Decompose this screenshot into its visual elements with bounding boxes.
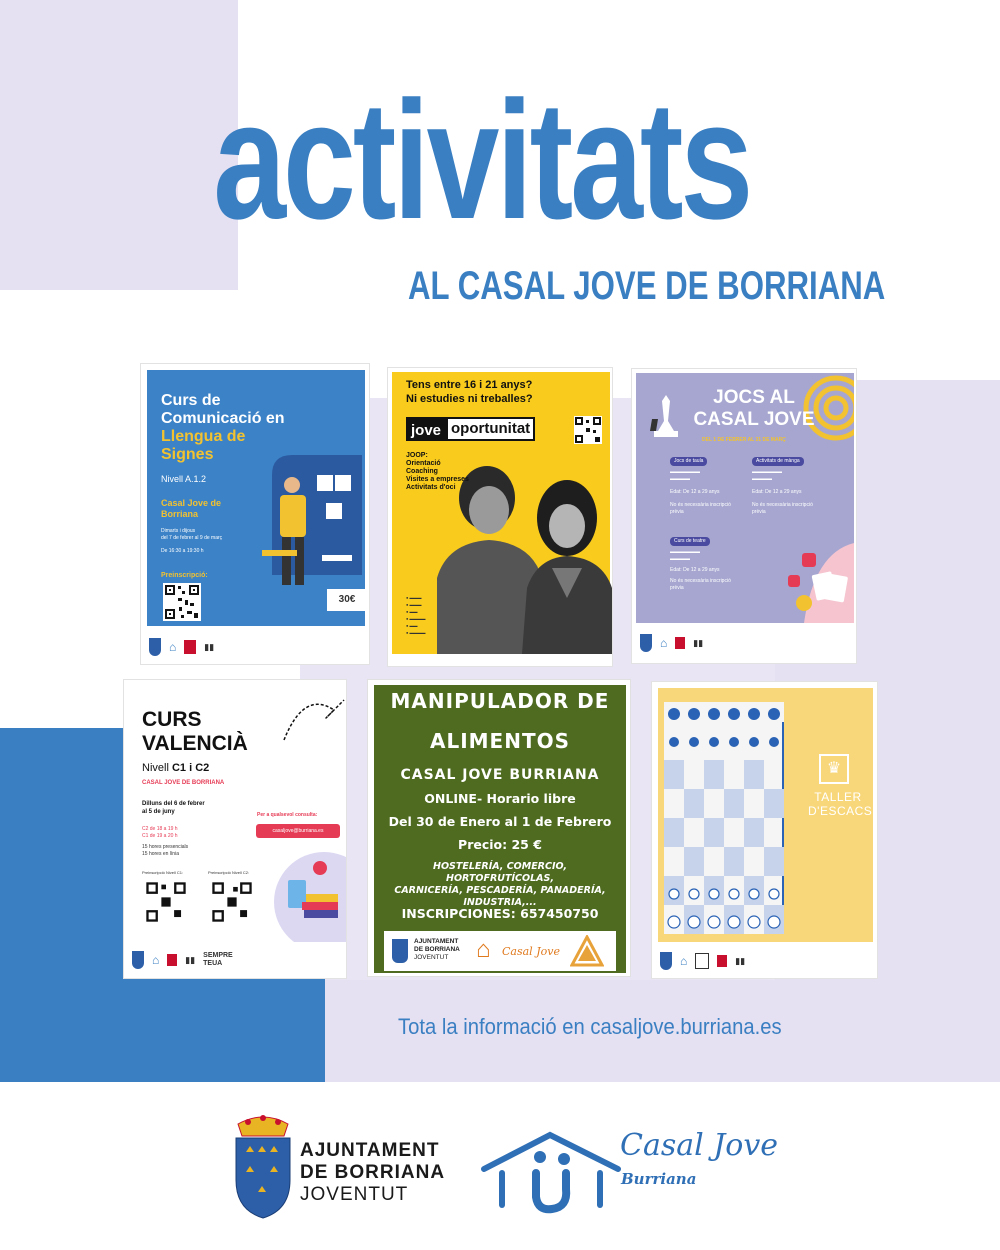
shield-icon — [660, 952, 672, 970]
valencia-title-2: VALENCIÀ — [142, 732, 248, 755]
alimentos-logo-line1: AJUNTAMENT — [414, 938, 459, 945]
alimentos-mode: ONLINE- Horario libre — [424, 791, 576, 806]
house-logo-icon: ⌂ — [152, 953, 160, 967]
signes-line2: Comunicació en — [161, 410, 285, 427]
jocs-free-3: No és necessària inscripció prèvia — [670, 578, 731, 591]
shield-icon — [392, 939, 408, 963]
shield-icon — [132, 951, 144, 969]
info-link[interactable]: Tota la informació en casaljove.burriana.es — [398, 1014, 782, 1039]
signes-location — [161, 498, 241, 520]
poster-jove-bg — [392, 372, 610, 654]
poster-escacs[interactable] — [651, 681, 878, 979]
valencia-presence — [142, 844, 188, 858]
chess-crest-icon — [695, 953, 709, 969]
signes-prescription: Preinscripció: — [161, 572, 208, 579]
valencia-hours-1: C2 de 18 a 19 h — [142, 826, 178, 832]
signes-level: Nivell A.1.2 — [161, 474, 207, 484]
ajuntament-line1: AJUNTAMENT — [300, 1140, 440, 1161]
jocs-title-2: CASAL JOVE — [693, 409, 815, 430]
generalitat-logo-icon — [184, 640, 196, 654]
valencia-dates-2: al 5 de juny — [142, 809, 175, 815]
poster-signes-bg — [147, 370, 365, 626]
facebook-icon: ● ▬▬▬ — [406, 602, 422, 607]
poster-escacs-bg — [658, 688, 873, 942]
jove-brand — [406, 417, 535, 441]
jove-item-1: Orientació — [406, 460, 441, 467]
page-subtitle: AL CASAL JOVE DE BORRIANA — [408, 264, 886, 308]
valencia-level — [142, 762, 209, 774]
dice-and-cards-icon — [764, 533, 854, 623]
chess-pieces-icon — [646, 391, 686, 441]
poster-jocs-logos — [632, 623, 856, 663]
jocs-tag-teatre: Curs de teatre — [670, 537, 710, 546]
jove-joop: JOOP: — [406, 452, 428, 459]
valencia-level-prefix: Nivell — [142, 762, 169, 774]
valencia-hours-2: C1 de 19 a 20 h — [142, 833, 178, 839]
chessboard-illustration-icon — [664, 702, 784, 934]
escacs-title-1: TALLER — [814, 790, 862, 804]
jocs-col-3 — [670, 537, 740, 592]
jocs-title — [684, 387, 824, 431]
alimentos-title-1: MANIPULADOR DE — [390, 689, 610, 713]
ivaj-logo-icon: ▮▮ — [204, 641, 215, 652]
ajuntament-line2: DE BORRIANA — [300, 1162, 446, 1183]
alimentos-logos — [384, 931, 616, 971]
generalitat-logo-icon — [675, 637, 685, 649]
jocs-free-1: No és necessària inscripció prèvia — [670, 502, 731, 515]
jocs-age-1: Edat: De 12 a 29 anys — [670, 489, 720, 495]
jocs-col-2 — [752, 457, 822, 516]
web-icon: ● ▬▬▬▬ — [406, 616, 426, 621]
poster-alimentos[interactable] — [367, 679, 631, 977]
page-title: activitats — [213, 66, 751, 254]
shield-icon — [640, 634, 652, 652]
signes-schedule — [161, 528, 261, 555]
qr-code-icon — [163, 583, 201, 621]
valencia-level-value: C1 i C2 — [171, 762, 210, 774]
alimentos-sectors — [378, 861, 622, 909]
signes-line4: Signes — [161, 446, 214, 463]
signes-location-2: Borriana — [161, 509, 199, 519]
valencia-title — [142, 708, 248, 756]
valencia-qr-c2-label: Preinscripció Nivell C2: — [208, 870, 250, 875]
phone-icon: ● ▬▬ — [406, 623, 418, 628]
valencia-title-1: CURS — [142, 708, 202, 731]
valencia-pres-2: 15 hores en línia — [142, 851, 179, 857]
escacs-title-2: D'ESCACS — [808, 804, 873, 818]
jove-question-1: Tens entre 16 i 21 anys? — [406, 379, 533, 391]
poster-signes-logos — [141, 630, 369, 664]
ivaj-logo-icon: ▮▮ — [735, 955, 746, 966]
escacs-title — [808, 790, 873, 818]
ajuntament-shield-icon — [228, 1110, 298, 1220]
signes-schedule-2: del 7 de febrer al 9 de març — [161, 535, 223, 541]
twitter-icon: ● ▬▬ — [406, 609, 418, 614]
valencia-location: CASAL JOVE DE BORRIANA — [142, 780, 225, 786]
signes-schedule-1: Dimarts i dijous — [161, 528, 196, 534]
alimentos-sectors-3: INDUSTRIA,... — [463, 897, 537, 908]
generalitat-logo-icon — [717, 955, 727, 967]
jocs-age-3: Edat: De 12 a 29 anys — [670, 567, 720, 573]
poster-escacs-logos — [652, 944, 877, 978]
jove-joop-list — [406, 452, 496, 492]
valencia-consulta: Per a qualsevol consulta: — [257, 812, 318, 818]
qr-code-icon — [574, 416, 602, 444]
poster-valencia[interactable] — [123, 679, 347, 979]
house-logo-icon: ⌂ — [476, 936, 491, 963]
casal-jove-logo-sub: Burriana — [621, 1170, 697, 1188]
alimentos-logo-line2: DE BORRIANA — [414, 946, 460, 953]
valencia-dates-1: Dilluns del 6 de febrer — [142, 801, 205, 807]
jocs-col2-placeholder: ▬▬▬▬▬▬ ▬▬▬▬ — [752, 469, 782, 482]
jove-item-2: Coaching — [406, 468, 438, 475]
jove-item-4: Activitats d'oci — [406, 484, 456, 491]
generalitat-logo-icon — [167, 954, 177, 966]
signes-hours: De 16:30 a 19:30 h — [161, 548, 204, 554]
valencia-email: casaljove@burriana.es — [256, 824, 340, 838]
swirl-decoration-icon — [274, 680, 347, 750]
jove-question-2: Ni estudies ni treballes? — [406, 393, 533, 405]
valencia-sempre: SEMPRE TEUA — [203, 952, 233, 967]
ajuntament-logo-text — [300, 1140, 445, 1206]
ajuntament-line3: JOVENTUT — [300, 1184, 409, 1205]
jove-brand-a: jove — [406, 417, 446, 441]
alimentos-casal-logo: Casal Jove — [502, 945, 560, 958]
signes-location-1: Casal Jove de — [161, 498, 222, 508]
crown-icon: ♛ — [819, 754, 849, 784]
valencia-pres-1: 15 hores presencials — [142, 844, 189, 850]
alimentos-title-2: ALIMENTOS — [429, 729, 570, 753]
valencia-qr-c1-label: Preinscripció Nivell C1: — [142, 870, 184, 875]
alimentos-logo-line3: JOVENTUT — [414, 954, 449, 961]
jocs-tag-manga: Activitats de mànga — [752, 457, 804, 466]
alimentos-ajuntament-logo — [414, 938, 460, 962]
jove-brand-b: oportunitat — [446, 417, 535, 441]
qr-code-icon — [210, 880, 254, 924]
jocs-free-2: No és necessària inscripció prèvia — [752, 502, 813, 515]
house-logo-icon: ⌂ — [169, 640, 177, 654]
triangle-logo-icon — [570, 935, 604, 967]
alimentos-sectors-2: CARNICERÍA, PESCADERÍA, PANADERÍA, — [394, 885, 606, 896]
ivaj-logo-icon: ▮▮ — [693, 637, 704, 648]
poster-valencia-logos — [124, 942, 346, 978]
signes-title — [161, 392, 331, 428]
jove-social-icons — [406, 594, 426, 636]
jocs-dates: DEL 1 DE FEBRER AL 31 DE MARÇ — [702, 437, 786, 443]
valencia-hours — [142, 826, 178, 840]
casal-jove-logo-name: Casal Jove — [620, 1128, 779, 1163]
jocs-col-1 — [670, 457, 740, 516]
poster-signes[interactable] — [140, 363, 370, 665]
signes-line1: Curs de — [161, 392, 221, 409]
jocs-tag-taula: Jocs de taula — [670, 457, 707, 466]
poster-alimentos-bg — [374, 685, 626, 973]
alimentos-place: CASAL JOVE BURRIANA — [400, 767, 600, 783]
instagram-icon: ● ▬▬▬ — [406, 595, 422, 600]
house-logo-icon: ⌂ — [680, 954, 688, 968]
alimentos-sectors-1: HOSTELERÍA, COMERCIO, HORTOFRUTÍCOLAS, — [433, 861, 567, 884]
alimentos-dates: Del 30 de Enero al 1 de Febrero — [388, 814, 612, 829]
alimentos-inscriptions: INSCRIPCIONES: 657450750 — [401, 906, 599, 921]
alimentos-price: Precio: 25 € — [458, 837, 542, 852]
qr-code-icon — [144, 880, 188, 924]
valencia-dates — [142, 800, 242, 816]
books-and-apple-icon — [284, 860, 340, 930]
ivaj-logo-icon: ▮▮ — [185, 954, 196, 965]
jocs-title-1: JOCS AL — [713, 387, 795, 408]
house-logo-icon: ⌂ — [660, 636, 668, 650]
poster-jocs-bg — [636, 373, 854, 623]
poster-jocs[interactable] — [631, 368, 857, 664]
jove-item-3: Visites a empreses — [406, 476, 469, 483]
jocs-col3-placeholder: ▬▬▬▬▬▬ ▬▬▬▬ — [670, 549, 700, 562]
poster-jove-oportunitat[interactable] — [387, 367, 613, 667]
signes-price-tag: 30€ — [327, 589, 367, 611]
sign-language-illustration-icon — [262, 455, 362, 605]
jove-question — [406, 378, 533, 406]
jocs-age-2: Edat: De 12 a 29 anys — [752, 489, 802, 495]
signes-line3: Llengua de — [161, 428, 246, 445]
jocs-col1-placeholder: ▬▬▬▬▬▬ ▬▬▬▬ — [670, 469, 700, 482]
shield-icon — [149, 638, 161, 656]
mail-icon: ● ▬▬▬▬ — [406, 630, 426, 635]
